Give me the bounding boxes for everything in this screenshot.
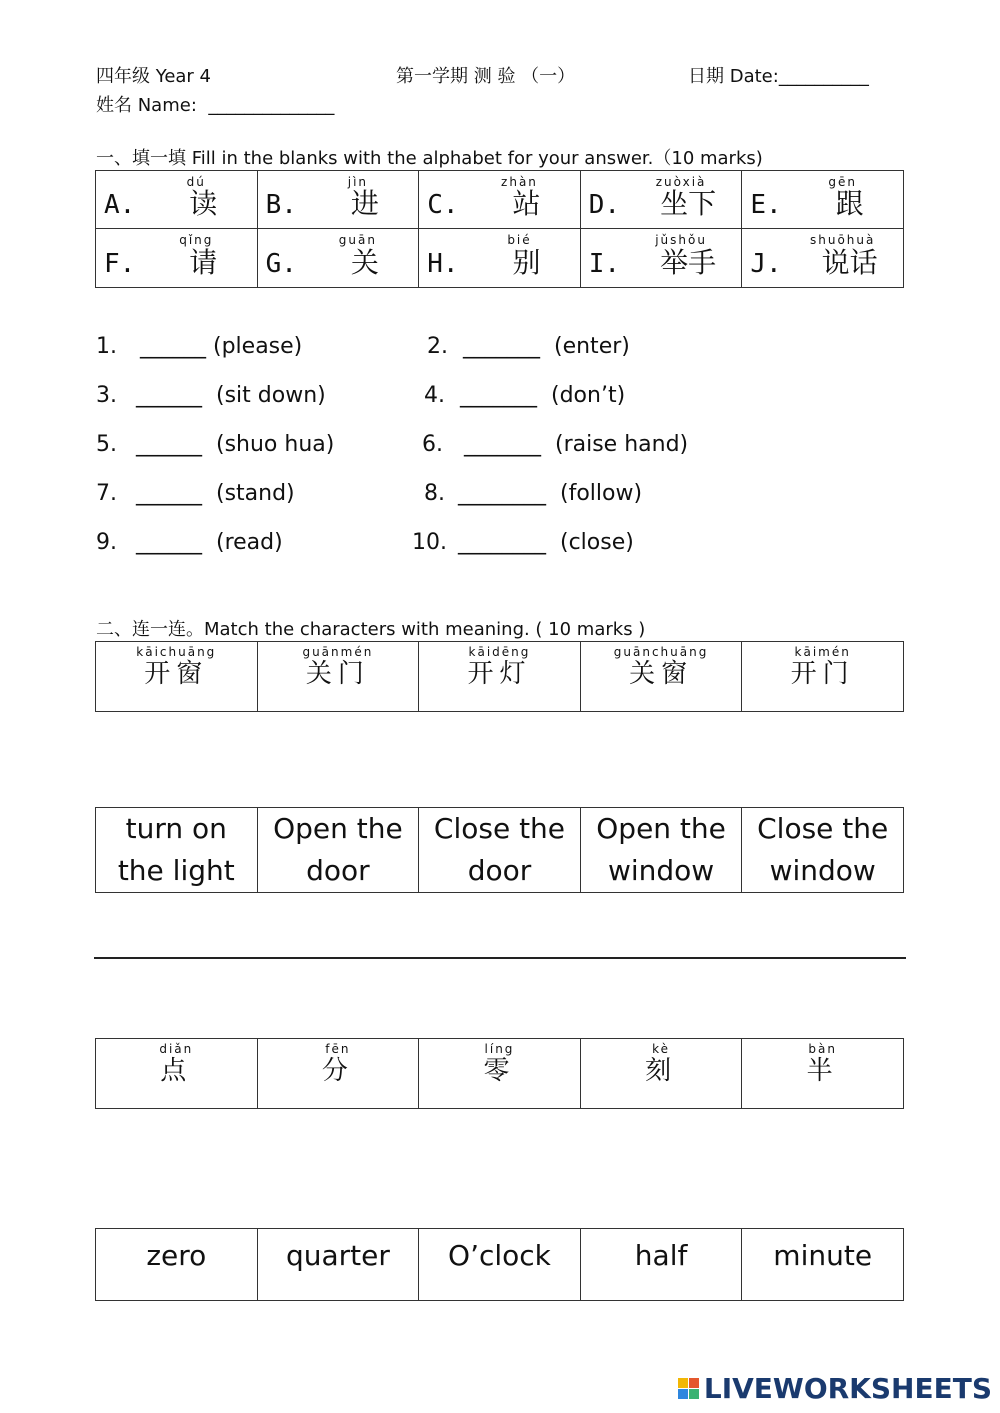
- option-pinyin: zuòxià: [655, 175, 707, 189]
- option-cell: [96, 229, 258, 288]
- char-text: 关窗: [629, 659, 694, 689]
- question-item: [424, 383, 625, 408]
- option-pinyin: guān: [338, 233, 377, 247]
- option-letter: C.: [427, 190, 459, 220]
- option-letter: H.: [427, 249, 459, 279]
- char-text: 分: [321, 1056, 354, 1086]
- match-meanings-table: [95, 807, 904, 893]
- date-field: [688, 62, 869, 88]
- question-hint: (please): [213, 334, 303, 359]
- question-number: 7.: [96, 481, 117, 506]
- question-number: 8.: [424, 481, 445, 506]
- option-chars: 请: [189, 246, 218, 279]
- name-blank[interactable]: ______________: [208, 95, 335, 116]
- match-char-cell[interactable]: [742, 642, 904, 712]
- answer-blank[interactable]: ______: [136, 481, 202, 506]
- answer-blank[interactable]: ______: [136, 432, 202, 457]
- option-cell: [580, 171, 742, 229]
- meaning-line1: Open the: [596, 812, 726, 845]
- char-text: 关门: [305, 659, 370, 689]
- option-pinyin: jìn: [347, 175, 369, 189]
- time-meaning-cell[interactable]: quarter: [257, 1229, 419, 1301]
- meaning-line1: Close the: [757, 812, 889, 845]
- option-letter: J.: [750, 249, 782, 279]
- question-hint: (raise hand): [555, 432, 689, 457]
- question-item: [422, 432, 688, 457]
- char-pinyin: guānmén: [302, 645, 374, 659]
- meaning-cell[interactable]: [742, 808, 904, 893]
- option-chars: 说话: [821, 246, 878, 279]
- question-number: 3.: [96, 383, 117, 408]
- meaning-cell[interactable]: [257, 808, 419, 893]
- question-item: [96, 432, 334, 457]
- option-cell: [580, 229, 742, 288]
- char-text: 半: [806, 1056, 839, 1086]
- match-char-cell[interactable]: [580, 642, 742, 712]
- meaning-cell[interactable]: [580, 808, 742, 893]
- time-char-cell[interactable]: [257, 1039, 419, 1109]
- question-item: [96, 481, 295, 506]
- name-field: [96, 91, 334, 117]
- char-pinyin: diǎn: [159, 1042, 194, 1056]
- question-number: 2.: [427, 334, 448, 359]
- answer-blank[interactable]: ________: [458, 530, 546, 555]
- meaning-line1: turn on: [125, 812, 227, 845]
- question-number: 6.: [422, 432, 443, 457]
- time-meaning-cell[interactable]: half: [580, 1229, 742, 1301]
- answer-blank[interactable]: ________: [458, 481, 546, 506]
- option-pinyin: shuōhuà: [810, 233, 876, 247]
- answer-blank[interactable]: ______: [136, 530, 202, 555]
- option-chars: 读: [189, 187, 218, 220]
- option-letter: D.: [588, 190, 621, 220]
- char-text: 开窗: [144, 659, 209, 689]
- option-pinyin: dú: [186, 175, 206, 189]
- answer-blank[interactable]: ______: [140, 334, 206, 359]
- option-chars: 举手: [660, 246, 717, 279]
- time-char-cell[interactable]: [742, 1039, 904, 1109]
- option-cell: [419, 229, 581, 288]
- char-pinyin: bàn: [808, 1042, 837, 1056]
- meaning-line2: door: [306, 854, 370, 887]
- time-chars-table: [95, 1038, 904, 1109]
- char-pinyin: kāimén: [794, 645, 851, 659]
- option-letter: I.: [588, 249, 621, 279]
- grade-label: 四年级 Year 4: [96, 66, 212, 87]
- option-pinyin: jǔshǒu: [655, 233, 707, 247]
- question-item: [412, 530, 634, 555]
- option-pinyin: qǐng: [179, 233, 214, 247]
- section-divider: [94, 957, 906, 959]
- question-number: 10.: [412, 530, 447, 555]
- meaning-cell[interactable]: [96, 808, 258, 893]
- liveworksheets-logo[interactable]: [678, 1372, 992, 1405]
- date-blank[interactable]: __________: [778, 66, 869, 87]
- question-hint: (read): [216, 530, 283, 555]
- char-text: 零: [483, 1056, 516, 1086]
- option-cell: [742, 171, 904, 229]
- match-char-cell[interactable]: [257, 642, 419, 712]
- time-meaning-cell[interactable]: O’clock: [419, 1229, 581, 1301]
- date-label: 日期 Date:: [688, 66, 779, 87]
- meaning-line2: window: [769, 854, 876, 887]
- option-cell: [96, 171, 258, 229]
- option-letter: F.: [104, 249, 136, 279]
- meaning-line2: door: [467, 854, 532, 887]
- option-cell: [742, 229, 904, 288]
- question-number: 1.: [96, 334, 117, 359]
- answer-blank[interactable]: _______: [460, 383, 537, 408]
- time-meaning-cell[interactable]: zero: [96, 1229, 258, 1301]
- char-text: 点: [160, 1056, 193, 1086]
- char-pinyin: guānchuāng: [613, 645, 709, 659]
- question-item: [96, 334, 302, 359]
- option-cell: [419, 171, 581, 229]
- question-number: 4.: [424, 383, 445, 408]
- char-text: 开门: [790, 659, 855, 689]
- question-hint: (follow): [560, 481, 643, 506]
- question-item: [96, 383, 326, 408]
- question-hint: (stand): [216, 481, 295, 506]
- options-table: [95, 170, 904, 288]
- option-cell: [257, 171, 419, 229]
- question-item: [424, 481, 642, 506]
- section1-title: 一、填一填 Fill in the blanks with the alphabet for your answer.（10 marks): [96, 148, 763, 169]
- option-chars: 进: [350, 187, 379, 220]
- answer-blank[interactable]: _______: [464, 432, 541, 457]
- option-chars: 别: [512, 246, 541, 279]
- option-chars: 跟: [835, 187, 864, 220]
- name-label: 姓名 Name:: [96, 95, 197, 116]
- meaning-line2: the light: [117, 854, 235, 887]
- char-text: 刻: [645, 1056, 678, 1086]
- char-pinyin: kāidēng: [468, 645, 531, 659]
- char-pinyin: fēn: [325, 1042, 351, 1056]
- logo-mark-icon: [678, 1378, 700, 1400]
- logo-text: LIVEWORKSHEETS: [703, 1372, 992, 1405]
- option-letter: E.: [750, 190, 782, 220]
- option-pinyin: zhàn: [501, 175, 538, 189]
- option-letter: A.: [104, 190, 136, 220]
- meaning-line1: Close the: [433, 812, 566, 845]
- time-meaning-cell[interactable]: minute: [742, 1229, 904, 1301]
- section2-title: 二、连一连。Match the characters with meaning. ( 10 marks ): [96, 619, 646, 640]
- meaning-line2: window: [607, 854, 715, 887]
- time-char-cell[interactable]: [419, 1039, 581, 1109]
- char-pinyin: kè: [652, 1042, 671, 1056]
- option-letter: B.: [265, 190, 297, 220]
- match-char-cell[interactable]: [419, 642, 581, 712]
- char-pinyin: líng: [484, 1042, 515, 1056]
- match-chars-table: [95, 641, 904, 712]
- char-pinyin: kāichuāng: [136, 645, 217, 659]
- time-char-cell[interactable]: [580, 1039, 742, 1109]
- option-chars: 关: [350, 246, 379, 279]
- option-pinyin: gēn: [828, 175, 857, 189]
- option-pinyin: bié: [507, 233, 532, 247]
- answer-blank[interactable]: ______: [136, 383, 202, 408]
- term-title: 第一学期 测 验 （一）: [396, 66, 576, 87]
- question-item: [96, 530, 283, 555]
- time-char-cell[interactable]: [96, 1039, 258, 1109]
- time-meanings-table: [95, 1228, 904, 1301]
- question-number: 9.: [96, 530, 117, 555]
- question-item: [427, 334, 630, 359]
- question-hint: (don’t): [551, 383, 626, 408]
- meaning-cell[interactable]: [419, 808, 581, 893]
- option-cell: [257, 229, 419, 288]
- option-letter: G.: [265, 249, 297, 279]
- question-hint: (enter): [554, 334, 630, 359]
- question-hint: (close): [560, 530, 634, 555]
- question-number: 5.: [96, 432, 117, 457]
- match-char-cell[interactable]: [96, 642, 258, 712]
- question-hint: (shuo hua): [216, 432, 335, 457]
- char-text: 开灯: [467, 659, 532, 689]
- answer-blank[interactable]: _______: [463, 334, 540, 359]
- option-chars: 站: [512, 187, 541, 220]
- question-hint: (sit down): [216, 383, 326, 408]
- meaning-line1: Open the: [273, 812, 403, 845]
- option-chars: 坐下: [660, 187, 717, 220]
